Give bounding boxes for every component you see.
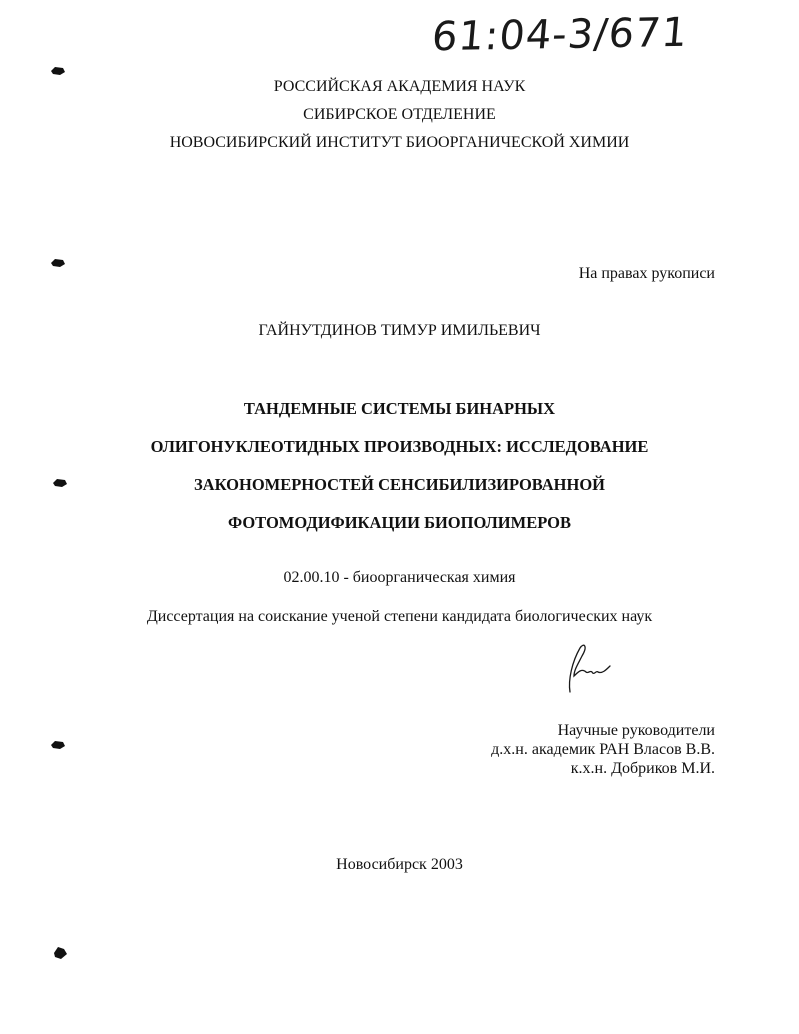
institution-line-1: РОССИЙСКАЯ АКАДЕМИЯ НАУК (273, 78, 526, 95)
binding-mark-2 (50, 258, 66, 268)
supervisors-heading: Научные руководители (557, 722, 715, 739)
manuscript-note: На правах рукописи (578, 265, 715, 282)
place-year: Новосибирск 2003 (336, 856, 463, 873)
title-line-3: ЗАКОНОМЕРНОСТЕЙ СЕНСИБИЛИЗИРОВАННОЙ (193, 475, 606, 494)
author-name: ГАЙНУТДИНОВ ТИМУР ИМИЛЬЕВИЧ (258, 322, 541, 339)
binding-mark-1 (50, 66, 66, 76)
degree-statement: Диссертация на соискание ученой степени кандидата биологических наук (146, 608, 653, 625)
institution-line-3: НОВОСИБИРСКИЙ ИНСТИТУТ БИООРГАНИЧЕСКОЙ ХИМИИ (169, 134, 630, 151)
title-line-1: ТАНДЕМНЫЕ СИСТЕМЫ БИНАРНЫХ (243, 399, 556, 418)
binding-mark-5 (52, 946, 68, 960)
author-signature (560, 640, 616, 696)
binding-mark-4 (50, 740, 66, 750)
supervisor-2: к.х.н. Добриков М.И. (570, 760, 715, 777)
specialty-code: 02.00.10 - биоорганическая химия (283, 569, 516, 586)
title-line-2: ОЛИГОНУКЛЕОТИДНЫХ ПРОИЗВОДНЫХ: ИССЛЕДОВАНИЕ (150, 437, 649, 456)
archive-code: 61:04-3/671 (430, 9, 690, 61)
supervisor-1: д.х.н. академик РАН Власов В.В. (491, 741, 715, 758)
title-line-4: ФОТОМОДИФИКАЦИИ БИОПОЛИМЕРОВ (227, 513, 572, 532)
institution-line-2: СИБИРСКОЕ ОТДЕЛЕНИЕ (303, 106, 496, 123)
